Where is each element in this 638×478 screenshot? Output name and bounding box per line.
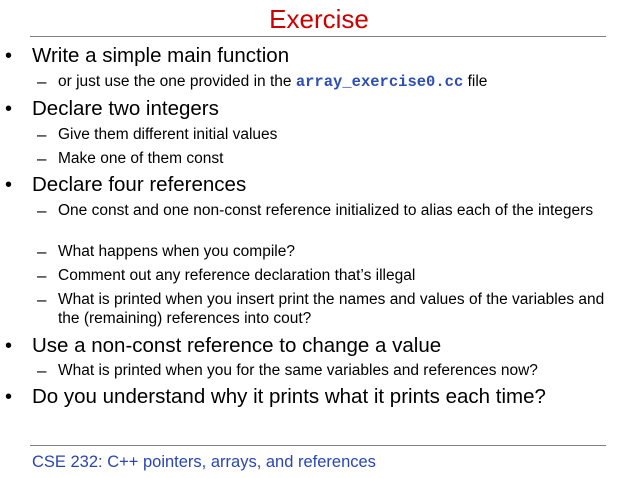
dash-icon: – <box>37 242 47 261</box>
dash-icon: – <box>37 149 47 168</box>
dash-icon: – <box>37 266 47 285</box>
sub-bullet-item <box>37 149 613 168</box>
bullet-text: Do you understand why it prints what it prints each time? <box>32 385 546 408</box>
bullet-text: Declare two integers <box>32 97 219 120</box>
sub-bullet-text: or just use the one provided in the <box>58 73 296 90</box>
sub-bullet-text: What happens when you compile? <box>58 243 295 260</box>
bullet-dot-icon: • <box>5 174 13 196</box>
bullet-text: Declare four references <box>32 173 247 196</box>
bullet-dot-icon: • <box>5 335 13 357</box>
sub-bullet-item <box>37 361 613 380</box>
slide-title: Exercise <box>269 4 369 34</box>
title-divider <box>30 36 606 37</box>
dash-icon: – <box>37 290 47 309</box>
footer-divider <box>30 445 606 446</box>
sub-bullet-item <box>37 72 613 92</box>
footer-text: CSE 232: C++ pointers, arrays, and references <box>32 453 376 471</box>
sub-bullet-text: One const and one non-const reference initialized to alias each of the integers <box>58 202 594 219</box>
bullet-dot-icon: • <box>5 386 13 408</box>
sub-bullet-text: Give them different initial values <box>58 126 278 143</box>
dash-icon: – <box>37 361 47 380</box>
sub-bullet-item <box>37 125 613 144</box>
filename-code: array_exercise0.cc <box>295 73 464 91</box>
bullet-dot-icon: • <box>5 45 13 67</box>
bullet-item <box>5 44 290 68</box>
bullet-item <box>5 97 219 121</box>
sub-bullet-text: Make one of them const <box>58 150 224 167</box>
bullet-item <box>5 173 247 197</box>
dash-icon: – <box>37 201 47 220</box>
sub-bullet-item <box>37 201 613 220</box>
sub-bullet-text: file <box>463 73 488 90</box>
sub-bullet-item <box>37 290 613 328</box>
sub-bullet-text: What is printed when you for the same variables and references now? <box>58 362 538 379</box>
bullet-text: Use a non-const reference to change a value <box>32 334 442 357</box>
sub-bullet-text: What is printed when you insert print the names and values of the variables and the (remaining) references into cout? <box>58 291 605 327</box>
bullet-item <box>5 385 546 409</box>
sub-bullet-item <box>37 266 613 285</box>
dash-icon: – <box>37 72 47 91</box>
dash-icon: – <box>37 125 47 144</box>
bullet-text: Write a simple main function <box>32 44 290 67</box>
bullet-item <box>5 334 442 358</box>
sub-bullet-text: Comment out any reference declaration that’s illegal <box>58 267 416 284</box>
sub-bullet-item <box>37 242 613 261</box>
bullet-dot-icon: • <box>5 98 13 120</box>
